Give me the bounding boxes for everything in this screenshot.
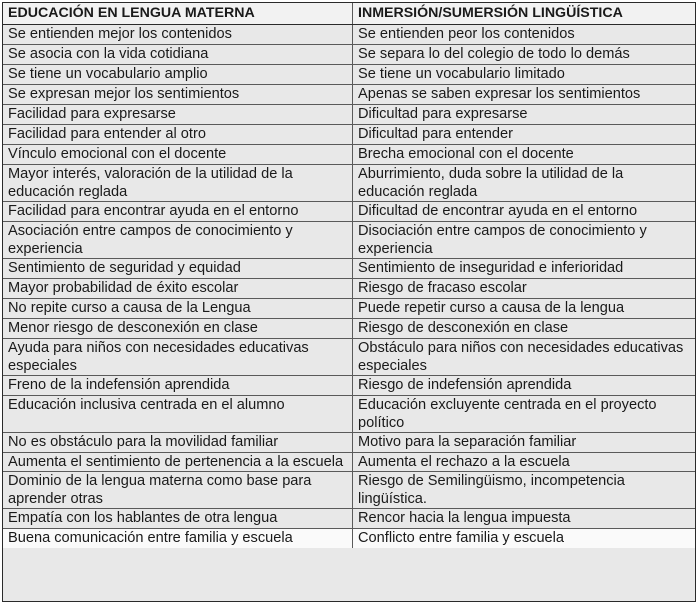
cell-inmersion: Dificultad para entender [358, 126, 513, 142]
cell-lengua-materna: Se asocia con la vida cotidiana [3, 45, 353, 64]
cell-lengua-materna: Se entienden mejor los contenidos [3, 25, 353, 44]
cell-lengua-materna: Vínculo emocional con el docente [3, 145, 353, 164]
cell-inmersion: Educación excluyente centrada en el proyecto político [358, 397, 657, 431]
table-row [3, 396, 695, 433]
cell-inmersion: Riesgo de desconexión en clase [358, 320, 569, 336]
cell-lengua-materna: Dominio de la lengua materna como base para aprender otras [3, 472, 353, 508]
cell-inmersion: Rencor hacia la lengua impuesta [358, 510, 571, 526]
cell-lengua-materna: No es obstáculo para la movilidad familiar [3, 433, 353, 452]
cell-inmersion: Sentimiento de inseguridad e inferioridad [358, 260, 624, 276]
cell-inmersion: Aumenta el rechazo a la escuela [358, 454, 570, 470]
cell-inmersion: Obstáculo para niños con necesidades educativas especiales [358, 340, 684, 374]
cell-inmersion: Motivo para la separación familiar [358, 434, 577, 450]
table-row [3, 165, 695, 202]
table-row [3, 453, 695, 472]
cell-lengua-materna: Menor riesgo de desconexión en clase [3, 319, 353, 338]
cell-lengua-materna: Facilidad para encontrar ayuda en el entorno [3, 202, 353, 221]
table-row [3, 319, 695, 339]
cell-lengua-materna: Aumenta el sentimiento de pertenencia a la escuela [3, 453, 353, 471]
table-row [3, 472, 695, 509]
cell-lengua-materna: No repite curso a causa de la Lengua [3, 299, 353, 318]
comparison-table [2, 2, 696, 602]
cell-inmersion: Se tiene un vocabulario limitado [358, 66, 565, 82]
cell-inmersion: Disociación entre campos de conocimiento y experiencia [358, 223, 647, 257]
table-row [3, 222, 695, 259]
cell-inmersion: Aburrimiento, duda sobre la utilidad de la educación reglada [358, 166, 624, 200]
cell-lengua-materna: Mayor probabilidad de éxito escolar [3, 279, 353, 298]
table-row [3, 85, 695, 105]
table-row [3, 25, 695, 45]
table-row [3, 45, 695, 65]
header-lengua-materna: EDUCACIÓN EN LENGUA MATERNA [3, 3, 353, 24]
cell-lengua-materna: Facilidad para expresarse [3, 105, 353, 124]
header-inmersion: INMERSIÓN/SUMERSIÓN LINGÜÍSTICA [358, 5, 623, 21]
table-row [3, 509, 695, 529]
table-row [3, 299, 695, 319]
table-row [3, 105, 695, 125]
table-row [3, 433, 695, 453]
cell-inmersion: Riesgo de fracaso escolar [358, 280, 527, 296]
table-row [3, 339, 695, 376]
cell-inmersion: Apenas se saben expresar los sentimientos [358, 86, 641, 102]
table-header-row [3, 3, 695, 25]
cell-lengua-materna: Buena comunicación entre familia y escuela [3, 529, 353, 548]
table-row [3, 376, 695, 396]
cell-lengua-materna: Sentimiento de seguridad y equidad [3, 259, 353, 278]
cell-inmersion: Brecha emocional con el docente [358, 146, 574, 162]
cell-lengua-materna: Se tiene un vocabulario amplio [3, 65, 353, 84]
table-row [3, 279, 695, 299]
cell-lengua-materna: Ayuda para niños con necesidades educativas especiales [3, 339, 353, 375]
cell-inmersion: Se entienden peor los contenidos [358, 26, 575, 42]
table-row [3, 529, 695, 548]
cell-inmersion: Conflicto entre familia y escuela [358, 530, 565, 546]
cell-lengua-materna: Se expresan mejor los sentimientos [3, 85, 353, 104]
table-row [3, 125, 695, 145]
table-row [3, 65, 695, 85]
cell-lengua-materna: Freno de la indefensión aprendida [3, 376, 353, 395]
cell-inmersion: Riesgo de Semilingüismo, incompetencia lingüística. [358, 473, 625, 507]
cell-inmersion: Dificultad de encontrar ayuda en el entorno [358, 203, 638, 219]
cell-lengua-materna: Mayor interés, valoración de la utilidad de la educación reglada [3, 165, 353, 201]
table-row [3, 202, 695, 222]
cell-lengua-materna: Empatía con los hablantes de otra lengua [3, 509, 353, 528]
cell-inmersion: Riesgo de indefensión aprendida [358, 377, 572, 393]
cell-lengua-materna: Educación inclusiva centrada en el alumno [3, 396, 353, 432]
cell-lengua-materna: Facilidad para entender al otro [3, 125, 353, 144]
table-row [3, 145, 695, 165]
cell-inmersion: Dificultad para expresarse [358, 106, 528, 122]
cell-lengua-materna: Asociación entre campos de conocimiento y experiencia [3, 222, 353, 258]
cell-inmersion: Puede repetir curso a causa de la lengua [358, 300, 625, 316]
table-row [3, 259, 695, 279]
cell-inmersion: Se separa lo del colegio de todo lo demás [358, 46, 630, 62]
